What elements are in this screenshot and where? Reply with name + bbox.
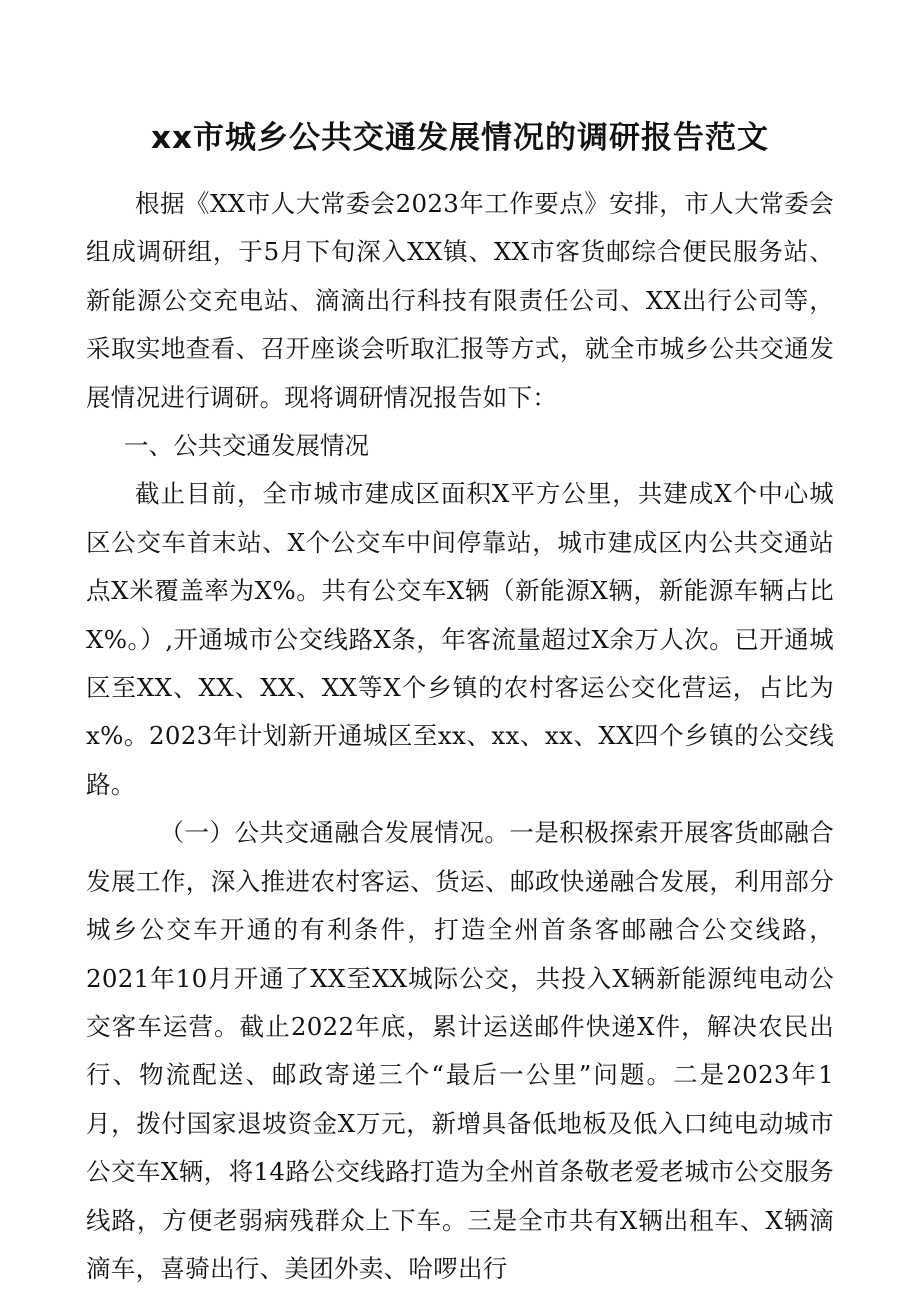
overview-paragraph: 截止目前，全市城市建成区面积X平方公里，共建成X个中心城区公交车首末站、X个公交车中间停靠站，城市建成区内公共交通站点X米覆盖率为X%。共有公交车X辆（新能源X辆，新能源车辆占比X%。）,开通城市公交线路X条，年客流量超过X余万人次。已开通城区至XX、XX、XX、XX等X个乡镇的农村客运公交化营运，占比为x%。2023年计划新开通城区至xx、xx、xx、XX四个乡镇的公交线路。: [86, 479, 834, 799]
document-title: xx市城乡公共交通发展情况的调研报告范文: [151, 120, 769, 156]
section-heading: 一、公共交通发展情况: [124, 431, 369, 461]
document-body: [86, 180, 834, 1293]
intro-paragraph: 根据《XX市人大常委会2023年工作要点》安排，市人大常委会组成调研组，于5月下旬深入XX镇、XX市客货邮综合便民服务站、新能源公交充电站、滴滴出行科技有限责任公司、XX出行公司等，采取实地查看、召开座谈会听取汇报等方式，就全市城乡公共交通发展情况进行调研。现将调研情况报告如下：: [86, 189, 834, 412]
integration-paragraph: （一）公共交通融合发展情况。一是积极探索开展客货邮融合发展工作，深入推进农村客运、货运、邮政快递融合发展，利用部分城乡公交车开通的有利条件，打造全州首条客邮融合公交线路，2021年10月开通了XX至XX城际公交，共投入X辆新能源纯电动公交客车运营。截止2022年底，累计运送邮件快递X件，解决农民出行、物流配送、邮政寄递三个“最后一公里”问题。二是2023年1月，拨付国家退坡资金X万元，新增具备低地板及低入口纯电动城市公交车X辆，将14路公交线路打造为全州首条敬老爱老城市公交服务线路，方便老弱病残群众上下车。三是全市共有X辆出租车、X辆滴滴车，喜骑出行、美团外卖、哈啰出行: [86, 818, 834, 1283]
